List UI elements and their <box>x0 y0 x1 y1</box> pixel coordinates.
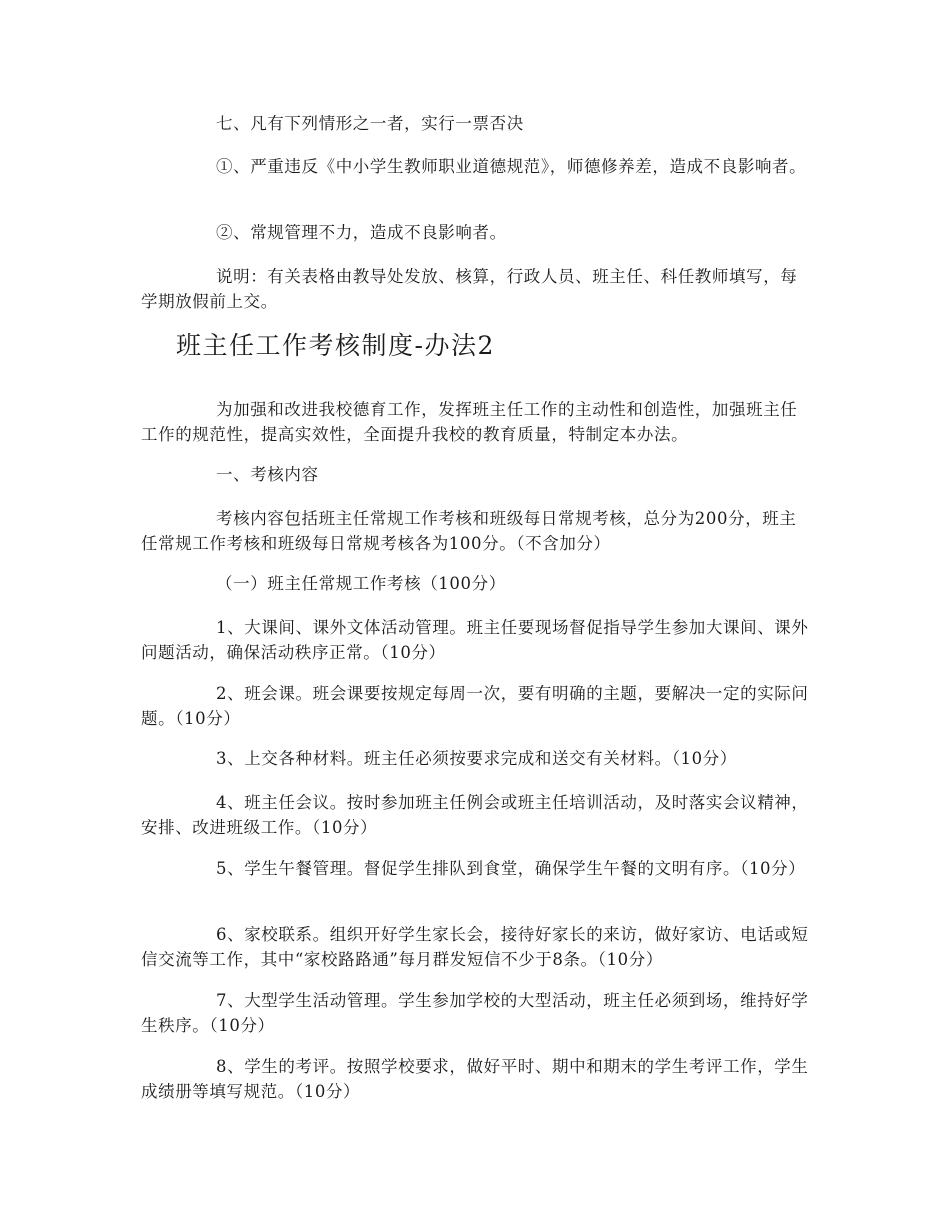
paragraph-item-2: 2、班会课。班会课要按规定每周一次，要有明确的主题，要解决一定的实际问题。（10分） <box>141 684 809 728</box>
paragraph-veto-item-1: ①、严重违反《中小学生教师职业道德规范》，师德修养差，造成不良影响者。 <box>216 157 807 176</box>
paragraph-item-4: 4、班主任会议。按时参加班主任例会或班主任培训活动，及时落实会议精神，安排、改进班级工作。（10分） <box>141 793 809 837</box>
paragraph-content-summary: 考核内容包括班主任常规工作考核和班级每日常规考核，总分为200分，班主任常规工作考核和班级每日常规考核各为100分。（不含加分） <box>141 509 797 553</box>
paragraph-note: 说明：有关表格由教导处发放、核算，行政人员、班主任、科任教师填写，每学期放假前上交。 <box>141 267 798 311</box>
paragraph-item-3: 3、上交各种材料。班主任必须按要求完成和送交有关材料。（10分） <box>216 749 737 768</box>
paragraph-item-6: 6、家校联系。组织开好学生家长会，接待好家长的来访，做好家访、电话或短信交流等工作，其中“家校路路通”每月群发短信不少于8条。（10分） <box>141 925 809 969</box>
paragraph-intro: 为加强和改进我校德育工作，发挥班主任工作的主动性和创造性，加强班主任工作的规范性，提高实效性，全面提升我校的教育质量，特制定本办法。 <box>141 400 798 444</box>
section-heading: 班主任工作考核制度-办法2 <box>176 331 495 360</box>
paragraph-item-7: 7、大型学生活动管理。学生参加学校的大型活动，班主任必须到场，维持好学生秩序。（10分） <box>141 991 809 1035</box>
paragraph-veto-item-2: ②、常规管理不力，造成不良影响者。 <box>216 223 507 242</box>
paragraph-item-1: 1、大课间、课外文体活动管理。班主任要现场督促指导学生参加大课间、课外问题活动，确保活动秩序正常。（10分） <box>141 618 809 662</box>
paragraph-veto-rule: 七、凡有下列情形之一者，实行一票否决 <box>216 114 524 133</box>
paragraph-section-title: 一、考核内容 <box>216 465 319 484</box>
paragraph-item-5: 5、学生午餐管理。督促学生排队到食堂，确保学生午餐的文明有序。（10分） <box>216 859 806 878</box>
paragraph-subsection-title: （一）班主任常规工作考核（100分） <box>216 574 506 593</box>
paragraph-item-8: 8、学生的考评。按照学校要求，做好平时、期中和期末的学生考评工作，学生成绩册等填写规范。（10分） <box>141 1057 809 1101</box>
